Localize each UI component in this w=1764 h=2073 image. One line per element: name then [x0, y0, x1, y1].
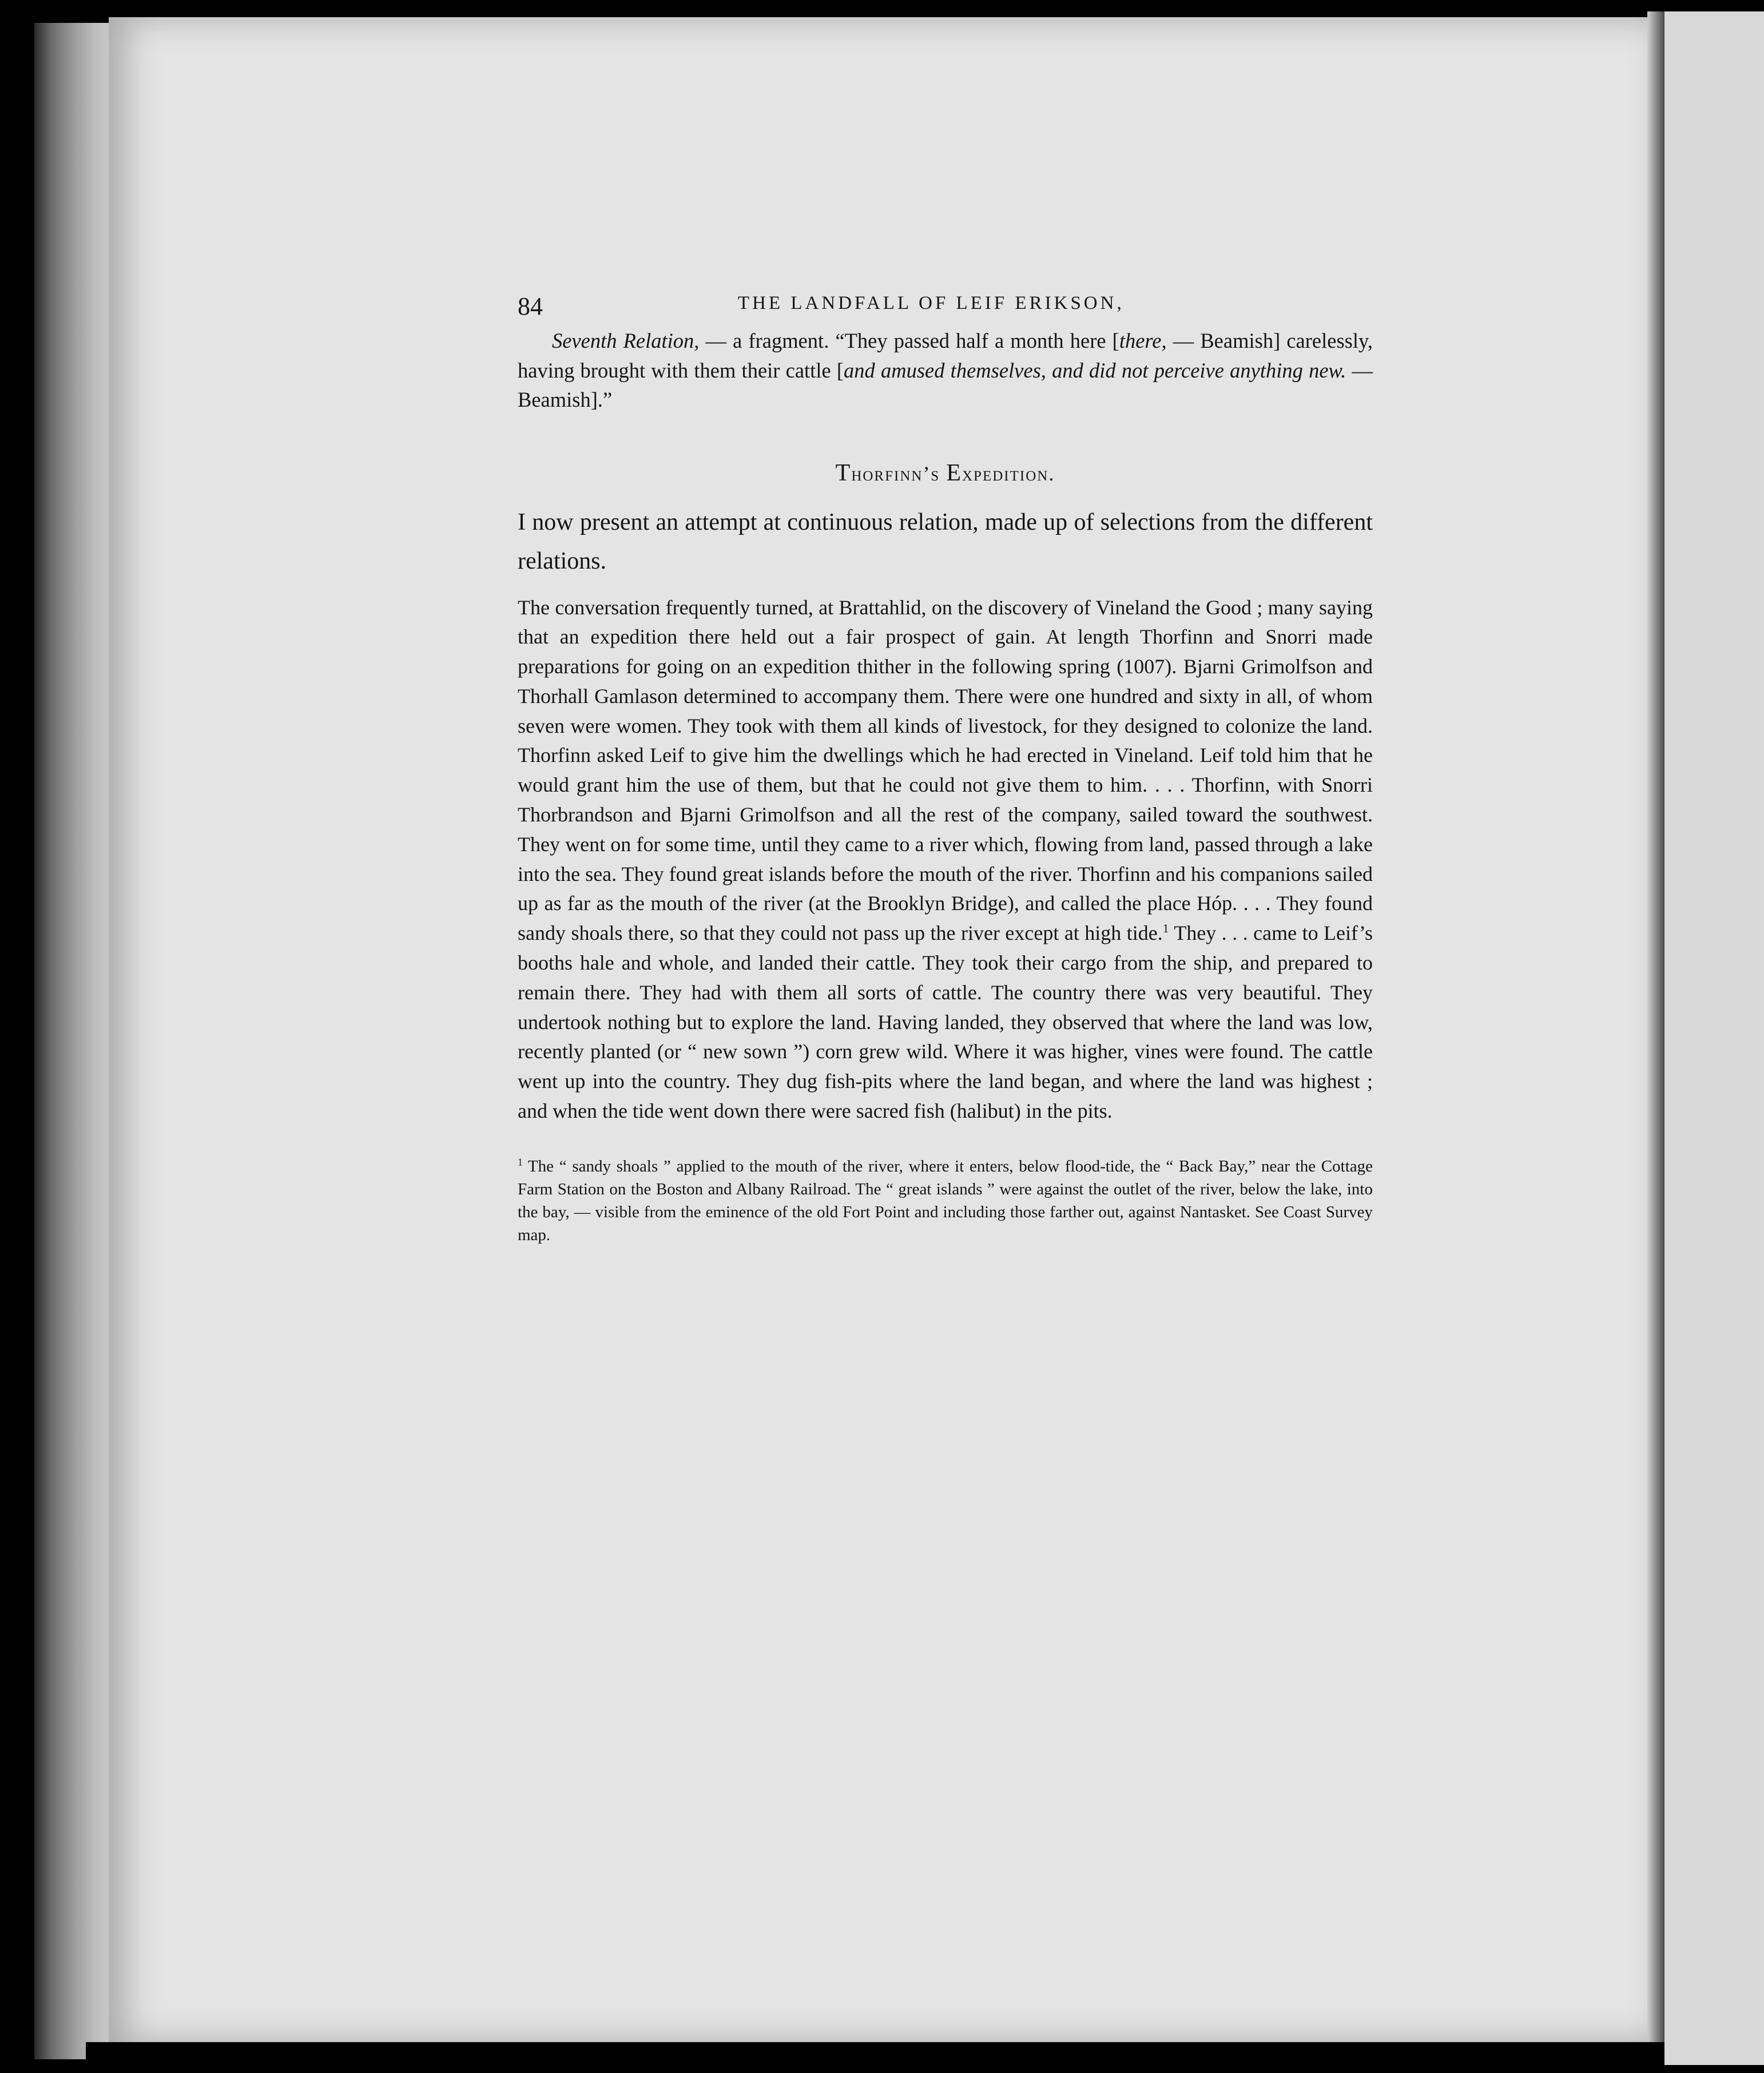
relation-text: — Beamish] carelessly, having brought with them their cattle [	[518, 329, 1373, 382]
footnote	[518, 1155, 1373, 1246]
seventh-relation-paragraph	[518, 326, 1373, 415]
scan-border	[86, 2042, 1664, 2073]
heading-text: xpedition.	[962, 462, 1055, 485]
body-paragraph	[518, 593, 1373, 1126]
relation-italic: there,	[1119, 329, 1167, 352]
page-fold-shadow	[1647, 11, 1664, 2048]
running-title: THE LANDFALL OF LEIF ERIKSON,	[738, 293, 1125, 313]
adjacent-page-edge	[1664, 11, 1764, 2065]
footnote-text: The “ sandy shoals ” applied to the mouth of the river, where it enters, below flood-tide, the “ Back Bay,” near the Cottage Farm Station on the Boston and Albany Railroad. The “ great islands ” were against the outlet of the river, below the lake, into the bay, — visible from the eminence of the old Fort Point and including those farther out, against Nantasket. See Coast Survey map.	[518, 1157, 1373, 1244]
page-content	[518, 286, 1373, 1263]
page-number: 84	[518, 292, 543, 320]
footnote-marker: 1	[518, 1156, 523, 1168]
lead-paragraph	[518, 503, 1373, 581]
heading-initial: E	[946, 459, 962, 486]
relation-label: Seventh Relation,	[552, 329, 700, 352]
relation-italic: and amused themselves, and did not perceive anything new.	[844, 358, 1346, 382]
lead-text: I now present an attempt at continuous relation, made up of selections from the different relations.	[518, 509, 1373, 574]
relation-text: — a fragment. “They passed half a month here [	[699, 329, 1119, 352]
heading-initial: T	[835, 459, 852, 486]
book-binding-edge	[34, 23, 120, 2059]
footnote-reference: 1	[1162, 922, 1169, 936]
section-heading	[518, 459, 1373, 487]
body-text: They . . . came to Leif’s booths hale and whole, and landed their cattle. They took their cargo from the ship, and prepared to remain there. They had with them all sorts of cattle. The country there was very beautiful. They undertook nothing but to explore the land. Having landed, they observed that where the land was low, recently planted (or “ new sown ”) corn grew wild. Where it was higher, vines were found. The cattle went up into the country. They dug fish-pits where the land began, and where the land was highest ; and when the tide went down there were sacred fish (halibut) in the pits.	[518, 922, 1373, 1123]
relation-text: — Beamish].”	[518, 358, 1373, 411]
running-head	[518, 286, 1373, 326]
body-text: The conversation frequently turned, at Brattahlid, on the discovery of Vineland the Good ; many saying that an expedition there held out a fair prospect of gain. At length Thorfinn and Snorri made preparations for going on an expedition thither in the following spring (1007). Bjarni Grimolfson and Thorhall Gamlason determined to accompany them. There were one hundred and sixty in all, of whom seven were women. They took with them all kinds of livestock, for they designed to colonize the land. Thorfinn asked Leif to give him the dwellings which he had erected in Vineland. Leif told him that he would grant him the use of them, but that he could not give them to him. . . . Thorfinn, with Snorri Thorbrandson and Bjarni Grimolfson and all the rest of the company, sailed toward the southwest. They went on for some time, until they came to a river which, flowing from land, passed through a lake into the sea. They found great islands before the mouth of the river. Thorfinn and his companions sailed up as far as the mouth of the river (at the Brooklyn Bridge), and called the place Hóp. . . . They found sandy shoals there, so that they could not pass up the river except at high tide.	[518, 595, 1373, 945]
heading-text: horfinn’s	[851, 462, 947, 485]
